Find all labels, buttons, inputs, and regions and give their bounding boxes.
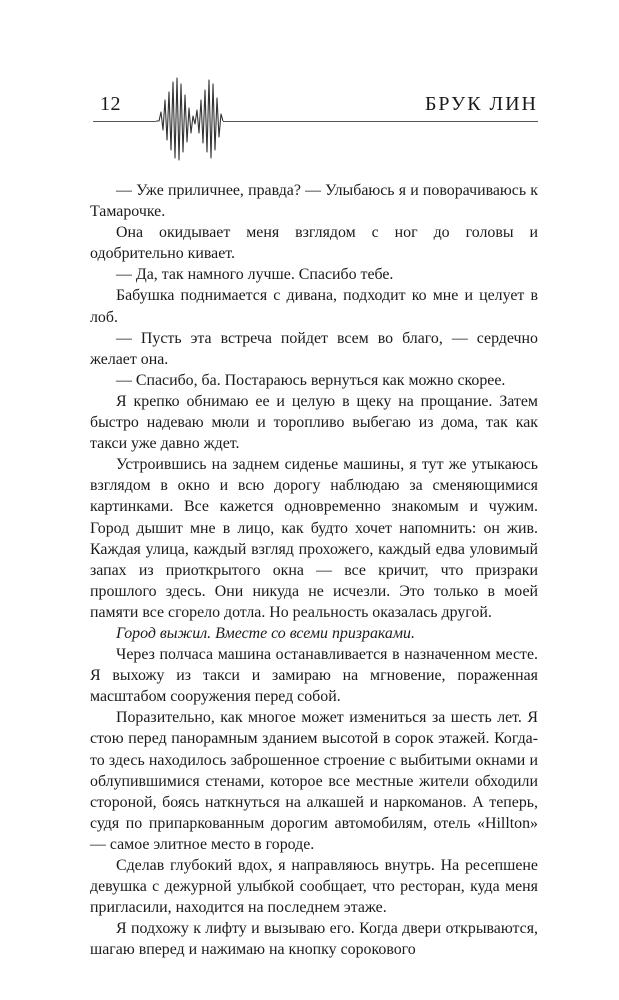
paragraph: Через полчаса машина останавливается в назначенном месте. Я выхожу из такси и замираю на мгновение, пораженная масштабом сооружения перед собой. — [90, 646, 538, 706]
heartbeat-wave-icon — [0, 0, 619, 170]
paragraph: Я подхожу к лифту и вызываю его. Когда двери открываются, шагаю вперед и нажимаю на кнопку сорокового — [90, 920, 538, 959]
italic-paragraph: Город выжил. Вместе со всеми призраками. — [116, 624, 415, 642]
paragraph: — Пусть эта встреча пойдет всем во благо, — сердечно желает она. — [90, 329, 538, 368]
paragraph: Сделав глубокий вдох, я направляюсь внутрь. На ресепшене девушка с дежурной улыбкой сообщает, что ресторан, куда меня пригласили, находится на последнем этаже. — [90, 857, 538, 917]
paragraph: Поразительно, как многое может измениться за шесть лет. Я стою перед панорамным зданием высотой в сорок этажей. Когда-то здесь находилось заброшенное строение с выбитыми окнами и облупившимися стенами, которое все местные жители обходили стороной, боясь наткнуться на алкашей и наркоманов. А теперь, судя по припаркованным дорогим автомобилям, отель «Hillton» — самое элитное место в городе. — [90, 709, 538, 853]
paragraph: — Уже приличнее, правда? — Улыбаюсь я и поворачиваюсь к Тамарочке. — [90, 182, 538, 221]
running-head-author: БРУК ЛИН — [424, 93, 538, 115]
paragraph: — Да, так намного лучше. Спасибо тебе. — [116, 266, 394, 284]
paragraph: Я крепко обнимаю ее и целую в щеку на прощание. Затем быстро надеваю мюли и торопливо выбегаю из дома, так как такси уже давно ждет. — [90, 392, 538, 453]
page-number: 12 — [100, 93, 121, 115]
body-text — [90, 180, 538, 960]
paragraph: Она окидывает меня взглядом с ног до головы и одобрительно кивает. — [90, 224, 538, 263]
paragraph: Бабушка поднимается с дивана, подходит ко мне и целует в лоб. — [90, 287, 538, 326]
page-header — [0, 0, 619, 170]
paragraph: Устроившись на заднем сиденье машины, я тут же утыкаюсь взглядом в окно и всю дорогу наблюдаю за сменяющимися картинками. Все кажется одновременно знакомым и чужим. Город дышит мне в лицо, как будто хочет напомнить: он жив. Каждая улица, каждый взгляд прохожего, каждый едва уловимый запах из приоткрытого окна — все кричит, что призраки прошлого здесь. Они никуда не исчезли. Это только в моей памяти все сгорело дотла. Но реальность оказалась другой. — [90, 456, 538, 621]
paragraph: — Спасибо, ба. Постараюсь вернуться как можно скорее. — [116, 371, 506, 389]
